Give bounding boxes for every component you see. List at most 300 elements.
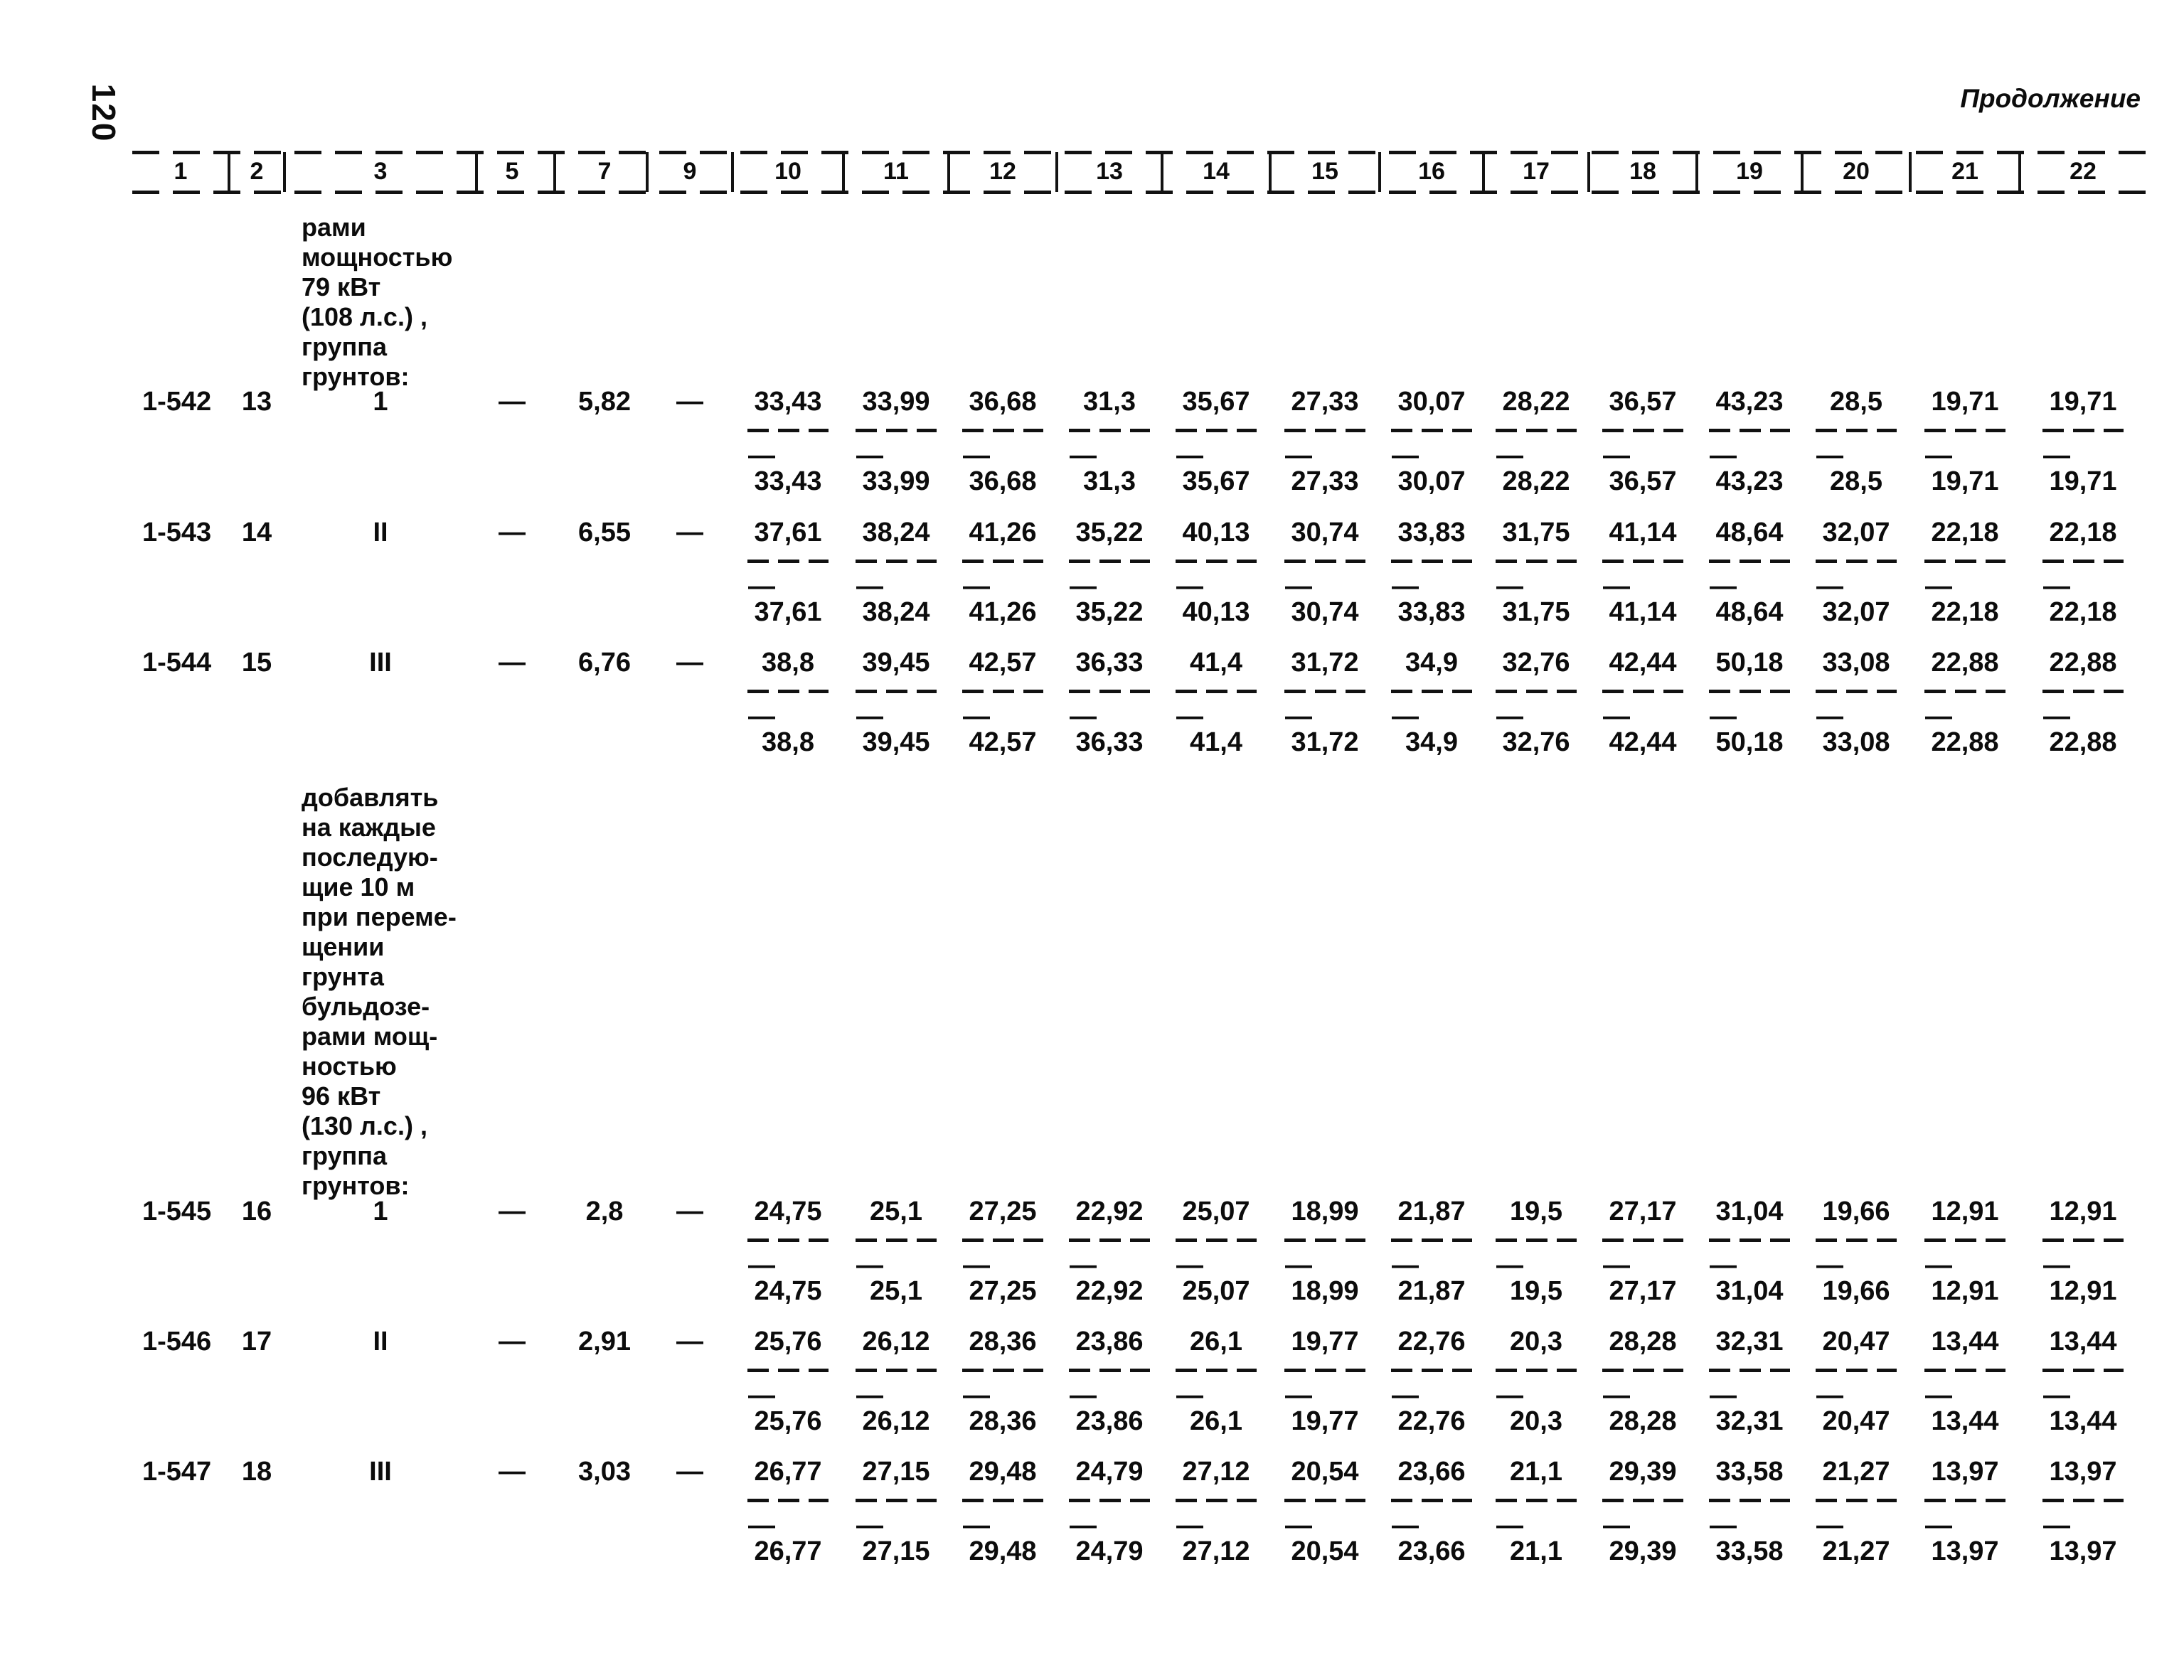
fraction-bar [1709, 690, 1790, 693]
fraction-bar [1284, 560, 1365, 563]
cell-numerator: 22,18 [1931, 518, 1999, 547]
value-cell [733, 387, 843, 503]
fraction-bar [1069, 1499, 1150, 1502]
fraction-bar [1069, 560, 1150, 563]
cell-denominator: 27,25 [969, 1276, 1037, 1306]
description-line: (108 л.с.) , [302, 302, 427, 331]
row-group-label: II [373, 518, 388, 547]
fraction-bar [1069, 429, 1150, 432]
description-line: грунтов: [302, 1171, 410, 1200]
cell-denominator: 19,77 [1291, 1406, 1359, 1436]
cell-denominator: 40,13 [1182, 597, 1250, 627]
value-cell [1057, 1457, 1162, 1573]
fraction-bar [747, 429, 829, 432]
cell-dash: — [1070, 702, 1097, 732]
cell-numerator: 20,54 [1291, 1457, 1359, 1487]
cell-numerator: 42,57 [969, 648, 1037, 678]
cell-denominator: 31,75 [1502, 597, 1570, 627]
cell-dash: — [1070, 1381, 1097, 1411]
fraction-bar [1924, 1499, 2005, 1502]
fraction-bar [962, 429, 1043, 432]
cell-denominator: 29,48 [969, 1536, 1037, 1566]
value-cell [949, 1197, 1057, 1312]
value-cell [1910, 387, 2020, 503]
cell-dash: — [1176, 441, 1203, 471]
value-cell [1483, 1197, 1589, 1312]
cell-denominator: 21,27 [1822, 1536, 1890, 1566]
value-cell [1589, 518, 1697, 633]
fraction-bar [856, 1369, 937, 1372]
cell-dash: — [856, 1251, 883, 1280]
cell-dash: — [1285, 702, 1312, 732]
column-header-2: 2 [250, 158, 264, 185]
cell-numerator: 31,75 [1502, 518, 1570, 547]
cell-numerator: 25,07 [1182, 1197, 1250, 1226]
row-description [302, 783, 529, 1201]
fraction-bar [1176, 1238, 1257, 1242]
cell-denominator: 25,76 [754, 1406, 822, 1436]
cell-numerator: 30,07 [1397, 387, 1466, 417]
cell-numerator: 50,18 [1715, 648, 1784, 678]
header-column-separator [947, 152, 950, 192]
cell-dash: — [963, 1381, 990, 1411]
value-cell [733, 1197, 843, 1312]
column-header-9: 9 [683, 158, 697, 185]
cell-dash: — [963, 1511, 990, 1541]
value-cell [1162, 387, 1270, 503]
cell-denominator: 38,8 [762, 727, 814, 757]
value-cell [843, 1197, 949, 1312]
cell-numerator: 31,04 [1715, 1197, 1784, 1226]
cell-dash: — [1603, 572, 1630, 601]
cell-denominator: 13,44 [2049, 1406, 2117, 1436]
value-cell [1057, 648, 1162, 764]
value-cell [2020, 1197, 2146, 1312]
description-line: грунта [302, 962, 384, 991]
description-line: добавлять [302, 783, 439, 812]
row-item-number: 14 [241, 518, 272, 547]
value-cell [2020, 1457, 2146, 1573]
value-cell [1483, 648, 1589, 764]
fraction-bar [856, 690, 937, 693]
cell-dash: — [1392, 1511, 1419, 1541]
header-column-separator [1269, 152, 1272, 192]
value-cell [843, 648, 949, 764]
dash-cell: — [499, 518, 526, 547]
value-cell [1910, 1327, 2020, 1443]
cell-dash: — [1285, 572, 1312, 601]
cell-dash: — [1176, 1381, 1203, 1411]
cell-numerator: 32,07 [1822, 518, 1890, 547]
cell-dash: — [1603, 441, 1630, 471]
cell-numerator: 27,33 [1291, 387, 1359, 417]
fraction-bar [1602, 1238, 1683, 1242]
value-cell [1380, 1457, 1483, 1573]
value-cell [2020, 387, 2146, 503]
rate-value: 5,82 [578, 387, 631, 417]
cell-dash: — [1710, 1381, 1737, 1411]
cell-numerator: 20,47 [1822, 1327, 1890, 1357]
cell-dash: — [1285, 1511, 1312, 1541]
cell-numerator: 38,8 [762, 648, 814, 678]
description-line: бульдозе- [302, 992, 430, 1021]
cell-numerator: 25,76 [754, 1327, 822, 1357]
fraction-bar [856, 560, 937, 563]
value-cell [1589, 648, 1697, 764]
value-cell [2020, 518, 2146, 633]
cell-dash: — [2043, 1251, 2070, 1280]
value-cell [733, 1457, 843, 1573]
header-column-separator [553, 152, 556, 192]
cell-dash: — [1285, 1251, 1312, 1280]
dash-cell: — [676, 648, 703, 678]
cell-denominator: 33,58 [1715, 1536, 1784, 1566]
description-line: 96 кВт [302, 1081, 381, 1111]
cell-dash: — [2043, 1511, 2070, 1541]
cell-numerator: 19,71 [2049, 387, 2117, 417]
cell-numerator: 26,77 [754, 1457, 822, 1487]
header-column-separator [842, 152, 845, 192]
cell-denominator: 22,18 [2049, 597, 2117, 627]
fraction-bar [2042, 1238, 2124, 1242]
fraction-bar [747, 560, 829, 563]
row-group-label: III [369, 648, 392, 678]
continuation-label: Продолжение [1960, 84, 2141, 113]
column-header-17: 17 [1523, 158, 1550, 185]
cell-dash: — [2043, 702, 2070, 732]
value-cell [1802, 648, 1910, 764]
value-cell [1697, 518, 1802, 633]
fraction-bar [747, 690, 829, 693]
cell-denominator: 31,72 [1291, 727, 1359, 757]
row-item-number: 15 [241, 648, 272, 678]
cell-numerator: 22,76 [1397, 1327, 1466, 1357]
header-column-separator [731, 152, 734, 192]
value-cell [1380, 387, 1483, 503]
description-line: рами мощ- [302, 1022, 438, 1051]
cell-dash: — [1176, 1251, 1203, 1280]
cell-numerator: 28,28 [1609, 1327, 1677, 1357]
value-cell [1162, 1327, 1270, 1443]
fraction-bar [1284, 1238, 1365, 1242]
value-cell [1270, 1327, 1380, 1443]
cell-dash: — [1070, 441, 1097, 471]
value-cell [1380, 648, 1483, 764]
dash-cell: — [499, 1197, 526, 1226]
cell-numerator: 23,86 [1075, 1327, 1144, 1357]
cell-numerator: 19,71 [1931, 387, 1999, 417]
value-cell [1057, 1197, 1162, 1312]
value-cell [1697, 387, 1802, 503]
cell-denominator: 32,07 [1822, 597, 1890, 627]
cell-dash: — [1496, 702, 1523, 732]
fraction-bar [1602, 1369, 1683, 1372]
fraction-bar [1924, 1238, 2005, 1242]
value-cell [1057, 518, 1162, 633]
column-header-15: 15 [1311, 158, 1338, 185]
cell-denominator: 23,66 [1397, 1536, 1466, 1566]
fraction-bar [1176, 429, 1257, 432]
cell-dash: — [1710, 1251, 1737, 1280]
cell-dash: — [748, 572, 775, 601]
cell-numerator: 36,33 [1075, 648, 1144, 678]
cell-denominator: 25,07 [1182, 1276, 1250, 1306]
cell-denominator: 20,47 [1822, 1406, 1890, 1436]
fraction-bar [856, 1238, 937, 1242]
row-item-number: 18 [241, 1457, 272, 1487]
row-code: 1-542 [142, 387, 212, 417]
cell-dash: — [963, 1251, 990, 1280]
dash-cell: — [499, 1327, 526, 1357]
cell-denominator: 27,33 [1291, 466, 1359, 496]
fraction-bar [962, 1499, 1043, 1502]
cell-denominator: 36,68 [969, 466, 1037, 496]
cell-denominator: 28,28 [1609, 1406, 1677, 1436]
dash-cell: — [676, 387, 703, 417]
cell-denominator: 41,14 [1609, 597, 1677, 627]
value-cell [1380, 1327, 1483, 1443]
fraction-bar [1816, 1499, 1897, 1502]
fraction-bar [1816, 1238, 1897, 1242]
cell-dash: — [1603, 702, 1630, 732]
header-column-separator [475, 152, 478, 192]
cell-dash: — [1070, 1251, 1097, 1280]
fraction-bar [1816, 429, 1897, 432]
cell-numerator: 12,91 [2049, 1197, 2117, 1226]
fraction-bar [1496, 429, 1577, 432]
cell-denominator: 41,4 [1190, 727, 1242, 757]
cell-dash: — [1925, 1251, 1952, 1280]
cell-numerator: 36,57 [1609, 387, 1677, 417]
cell-dash: — [1070, 572, 1097, 601]
column-header-21: 21 [1951, 158, 1978, 185]
fraction-bar [2042, 560, 2124, 563]
header-column-separator [1055, 152, 1058, 192]
cell-dash: — [1925, 702, 1952, 732]
value-cell [1697, 1457, 1802, 1573]
value-cell [1802, 1457, 1910, 1573]
header-column-separator [283, 152, 286, 192]
row-code: 1-544 [142, 648, 212, 678]
column-header-18: 18 [1629, 158, 1656, 185]
fraction-bar [747, 1238, 829, 1242]
value-cell [1910, 1457, 2020, 1573]
fraction-bar [1496, 1369, 1577, 1372]
description-line: ностью [302, 1052, 397, 1081]
cell-denominator: 31,3 [1083, 466, 1136, 496]
cell-dash: — [1710, 1511, 1737, 1541]
header-column-separator [1695, 152, 1698, 192]
cell-dash: — [1285, 441, 1312, 471]
value-cell [1802, 1327, 1910, 1443]
cell-denominator: 29,39 [1609, 1536, 1677, 1566]
rate-value: 2,91 [578, 1327, 631, 1357]
value-cell [1802, 387, 1910, 503]
cell-denominator: 18,99 [1291, 1276, 1359, 1306]
cell-numerator: 27,15 [862, 1457, 930, 1487]
cell-denominator: 31,04 [1715, 1276, 1784, 1306]
cell-numerator: 34,9 [1405, 648, 1458, 678]
header-column-separator [228, 152, 230, 192]
value-cell [1589, 387, 1697, 503]
fraction-bar [1496, 560, 1577, 563]
cell-dash: — [1496, 1251, 1523, 1280]
cell-dash: — [1925, 1381, 1952, 1411]
value-cell [949, 1457, 1057, 1573]
fraction-bar [962, 1369, 1043, 1372]
cell-numerator: 26,12 [862, 1327, 930, 1357]
cell-dash: — [748, 702, 775, 732]
fraction-bar [1816, 1369, 1897, 1372]
dash-cell: — [499, 387, 526, 417]
cell-denominator: 32,76 [1502, 727, 1570, 757]
fraction-bar [1069, 690, 1150, 693]
cell-numerator: 19,66 [1822, 1197, 1890, 1226]
row-group-label: 1 [373, 387, 388, 417]
value-cell [1483, 518, 1589, 633]
cell-denominator: 22,88 [1931, 727, 1999, 757]
value-cell [1910, 648, 2020, 764]
fraction-bar [1391, 560, 1472, 563]
fraction-bar [1816, 690, 1897, 693]
row-code: 1-547 [142, 1457, 212, 1487]
description-line: при переме- [302, 902, 457, 931]
row-item-number: 13 [241, 387, 272, 417]
cell-denominator: 28,22 [1502, 466, 1570, 496]
cell-numerator: 13,97 [1931, 1457, 1999, 1487]
cell-numerator: 19,77 [1291, 1327, 1359, 1357]
cell-denominator: 30,07 [1397, 466, 1466, 496]
cell-denominator: 33,83 [1397, 597, 1466, 627]
value-cell [1270, 1457, 1380, 1573]
cell-denominator: 26,1 [1190, 1406, 1242, 1436]
cell-denominator: 12,91 [1931, 1276, 1999, 1306]
cell-numerator: 42,44 [1609, 648, 1677, 678]
cell-numerator: 13,44 [1931, 1327, 1999, 1357]
fraction-bar [1391, 1238, 1472, 1242]
cell-dash: — [1392, 441, 1419, 471]
dash-cell: — [499, 1457, 526, 1487]
cell-numerator: 32,76 [1502, 648, 1570, 678]
fraction-bar [1709, 1238, 1790, 1242]
value-cell [1910, 1197, 2020, 1312]
column-header-19: 19 [1736, 158, 1763, 185]
cell-dash: — [1392, 1251, 1419, 1280]
column-header-1: 1 [174, 158, 188, 185]
cell-denominator: 21,87 [1397, 1276, 1466, 1306]
cell-denominator: 21,1 [1510, 1536, 1562, 1566]
description-line: щении [302, 932, 385, 961]
cell-denominator: 36,57 [1609, 466, 1677, 496]
fraction-bar [1176, 560, 1257, 563]
cell-denominator: 28,5 [1830, 466, 1882, 496]
fraction-bar [1391, 690, 1472, 693]
cell-numerator: 48,64 [1715, 518, 1784, 547]
cell-denominator: 37,61 [754, 597, 822, 627]
cell-denominator: 38,24 [862, 597, 930, 627]
cell-numerator: 24,79 [1075, 1457, 1144, 1487]
cell-numerator: 18,99 [1291, 1197, 1359, 1226]
cell-dash: — [1816, 1381, 1843, 1411]
header-column-separator [2018, 152, 2021, 192]
cell-denominator: 35,67 [1182, 466, 1250, 496]
cell-numerator: 41,26 [969, 518, 1037, 547]
fraction-bar [2042, 1499, 2124, 1502]
value-cell [733, 1327, 843, 1443]
value-cell [1162, 1197, 1270, 1312]
cell-numerator: 30,74 [1291, 518, 1359, 547]
cell-dash: — [1816, 702, 1843, 732]
description-line: группа [302, 332, 388, 361]
value-cell [1057, 387, 1162, 503]
value-cell [1802, 518, 1910, 633]
cell-dash: — [1496, 572, 1523, 601]
row-code: 1-545 [142, 1197, 212, 1226]
cell-dash: — [1925, 1511, 1952, 1541]
cell-numerator: 27,12 [1182, 1457, 1250, 1487]
fraction-bar [1709, 1369, 1790, 1372]
fraction-bar [1816, 560, 1897, 563]
fraction-bar [962, 690, 1043, 693]
cell-numerator: 12,91 [1931, 1197, 1999, 1226]
cell-dash: — [1603, 1381, 1630, 1411]
fraction-bar [1176, 690, 1257, 693]
cell-numerator: 35,67 [1182, 387, 1250, 417]
description-line: последую- [302, 842, 438, 872]
fraction-bar [1924, 690, 2005, 693]
cell-denominator: 22,76 [1397, 1406, 1466, 1436]
cell-dash: — [856, 572, 883, 601]
cell-denominator: 13,97 [1931, 1536, 1999, 1566]
fraction-bar [1602, 690, 1683, 693]
fraction-bar [856, 429, 937, 432]
cell-dash: — [2043, 572, 2070, 601]
value-cell [843, 387, 949, 503]
value-cell [1057, 1327, 1162, 1443]
cell-dash: — [856, 441, 883, 471]
fraction-bar [1709, 560, 1790, 563]
fraction-bar [1602, 429, 1683, 432]
column-header-7: 7 [597, 158, 612, 185]
value-cell [1162, 648, 1270, 764]
cell-numerator: 23,66 [1397, 1457, 1466, 1487]
fraction-bar [1284, 429, 1365, 432]
fraction-bar [1602, 1499, 1683, 1502]
row-group-label: 1 [373, 1197, 388, 1226]
description-line: грунтов: [302, 362, 410, 391]
row-code: 1-546 [142, 1327, 212, 1357]
cell-dash: — [1816, 1511, 1843, 1541]
cell-numerator: 33,83 [1397, 518, 1466, 547]
value-cell [1910, 518, 2020, 633]
cell-dash: — [856, 1381, 883, 1411]
column-header-20: 20 [1843, 158, 1870, 185]
cell-denominator: 33,43 [754, 466, 822, 496]
cell-dash: — [963, 441, 990, 471]
cell-denominator: 26,77 [754, 1536, 822, 1566]
cell-dash: — [1710, 702, 1737, 732]
cell-denominator: 50,18 [1715, 727, 1784, 757]
cell-dash: — [1710, 441, 1737, 471]
header-column-separator [1801, 152, 1804, 192]
header-column-separator [1161, 152, 1163, 192]
cell-denominator: 42,57 [969, 727, 1037, 757]
column-header-14: 14 [1203, 158, 1230, 185]
cell-dash: — [748, 441, 775, 471]
cell-dash: — [748, 1511, 775, 1541]
description-line: группа [302, 1141, 388, 1170]
header-column-separator [1587, 152, 1590, 192]
